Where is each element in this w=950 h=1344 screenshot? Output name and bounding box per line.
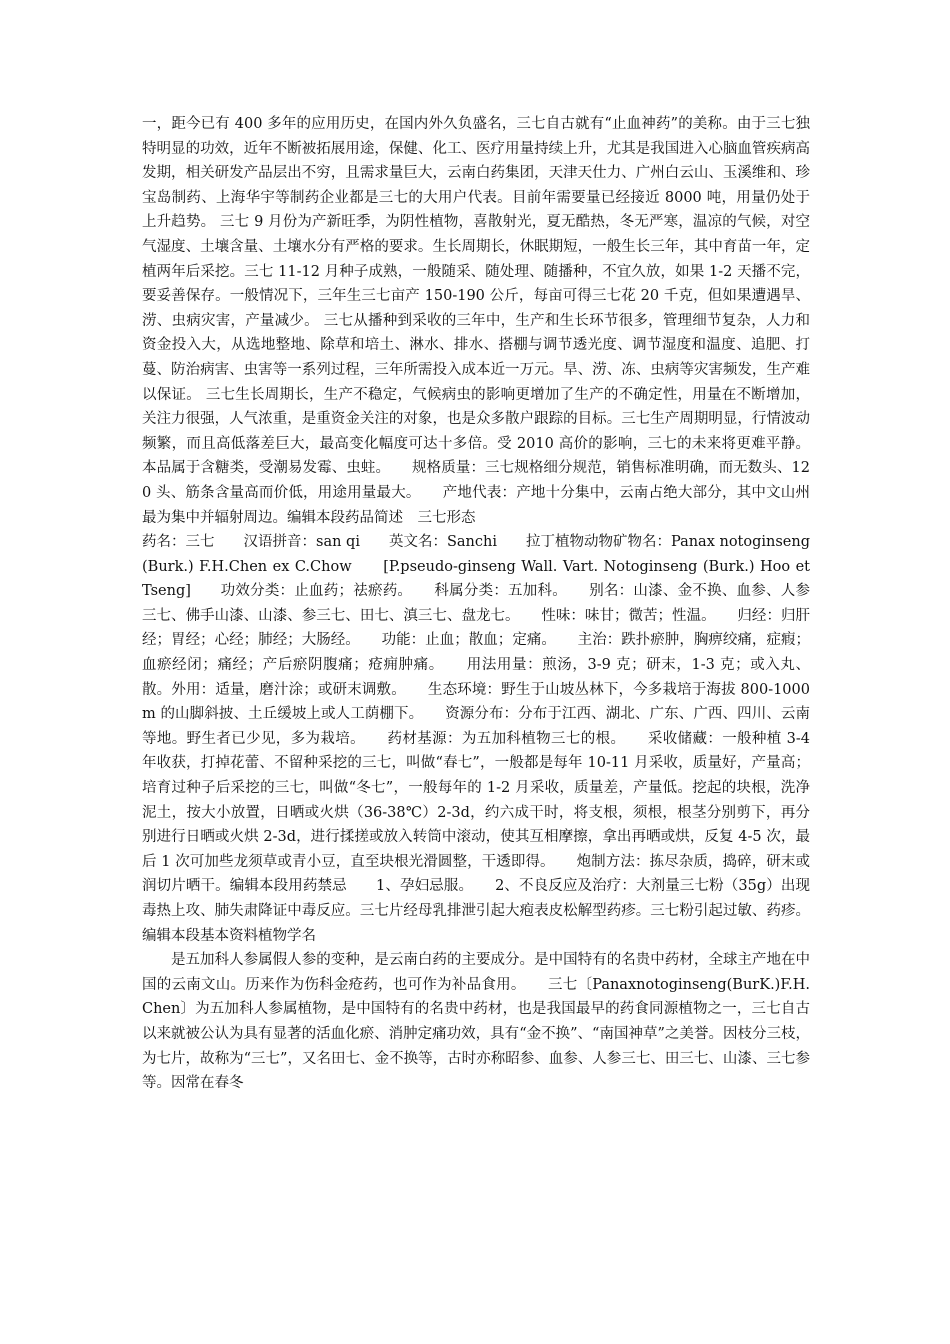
- paragraph-intro: 一，距今已有 400 多年的应用历史，在国内外久负盛名，三七自古就有“止血神药”的美称。由于三七独特明显的功效，近年不断被拓展用途，保健、化工、医疗用量持续上升，尤其是我国进入心脑血管疾病高发期，相关研发产品层出不穷，且需求量巨大，云南白药集团，天津天仕力、广州白云山、玉溪维和、珍宝岛制药、上海华宇等制药企业都是三七的大用户代表。目前年需要量已经接近 8000 吨，用量仍处于上升趋势。 三七 9 月份为产新旺季，为阴性植物，喜散射光，夏无酷热，冬无严寒，温凉的气候，对空气湿度、土壤含量、土壤水分有严格的要求。生长周期长，休眠期短，一般生长三年，其中育苗一年，定植两年后采挖。三七 11-12 月种子成熟，一般随采、随处理、随播种，不宜久放，如果 1-2 天播不完，要妥善保存。一般情况下，三年生三七亩产 150-190 公斤，每亩可得三七花 20 千克，但如果遭遇旱、涝、虫病灾害，产量减少。 三七从播种到采收的三年中，生产和生长环节很多，管理细节复杂，人力和资金投入大，从选地整地、除草和培土、淋水、排水、搭棚与调节透光度、调节湿度和温度、追肥、打蔓、防治病害、虫害等一系列过程，三年所需投入成本近一万元。旱、涝、冻、虫病等灾害频发，生产难以保证。 三七生长周期长，生产不稳定，气候病虫的影响更增加了生产的不确定性，用量在不断增加，关注力很强，人气浓重，是重资金关注的对象，也是众多散户跟踪的目标。三七生产周期明显，行情波动频繁，而且高低落差巨大，最高变化幅度可达十多倍。受 2010 高价的影响，三七的未来将更难平静。本品属于含糖类，受潮易发霉、虫蛀。 规格质量：三七规格细分规范，销售标准明确，而无数头、120 头、筋条含量高而价低，用途用量最大。 产地代表：产地十分集中，云南占绝大部分，其中文山州最为集中并辐射周边。编辑本段药品简述 三七形态: [142, 116, 810, 526]
- paragraph-botany: 是五加科人参属假人参的变种，是云南白药的主要成分。是中国特有的名贵中药材，全球主产地在中国的云南文山。历来作为伤科金疮药，也可作为补品食用。 三七〔Panaxnotoginseng(BurK.)F.H.Chen〕为五加科人参属植物，是中国特有的名贵中药材，也是我国最早的药食同源植物之一，三七自古以来就被公认为具有显著的活血化瘀、消肿定痛功效，具有“金不换”、“南国神草”之美誉。因枝分三枝，为七片，故称为“三七”，又名田七、金不换等，古时亦称昭参、血参、人参三七、田三七、山漆、三七参等。因常在春冬: [142, 952, 810, 1092]
- document-body: [142, 112, 810, 1096]
- paragraph-drug-profile: 药名：三七 汉语拼音：san qi 英文名：Sanchi 拉丁植物动物矿物名：Panax notoginseng (Burk.) F.H.Chen ex C.Chow [P.pseudo-ginseng Wall. Vart. Notoginseng (Burk.) Hoo et Tseng] 功效分类：止血药；祛瘀药。 科属分类：五加科。 别名：山漆、金不换、血参、人参三七、佛手山漆、山漆、参三七、田七、滇三七、盘龙七。 性味：味甘；微苦；性温。 归经：归肝经；胃经；心经；肺经；大肠经。 功能：止血；散血；定痛。 主治：跌扑瘀肿，胸痹绞痛，症瘕；血瘀经闭；痛经；产后瘀阴腹痛；疮痈肿痛。 用法用量：煎汤，3-9 克；研末，1-3 克；或入丸、散。外用：适量，磨汁涂；或研末调敷。 生态环境：野生于山坡丛林下，今多栽培于海拔 800-1000m 的山脚斜披、土丘缓坡上或人工荫棚下。 资源分布：分布于江西、湖北、广东、广西、四川、云南等地。野生者已少见，多为栽培。 药材基源：为五加科植物三七的根。 采收储藏：一般种植 3-4 年收获，打掉花蕾、不留种采挖的三七，叫做“春七”，一般都是每年 10-11 月采收，质量好，产量高；培育过种子后采挖的三七，叫做“冬七”，一般每年的 1-2 月采收，质量差，产量低。挖起的块根，洗净泥土，按大小放置，日晒或火烘（36-38℃）2-3d，约六成干时，将支根，须根，根茎分别剪下，再分别进行日晒或火烘 2-3d，进行揉搓或放入转筒中滚动，使其互相摩擦，拿出再晒或烘，反复 4-5 次，最后 1 次可加些龙须草或青小豆，直至块根光滑圆整，干透即得。 炮制方法：拣尽杂质，捣碎，研末或润切片晒干。编辑本段用药禁忌 1、孕妇忌服。 2、不良反应及治疗：大剂量三七粉（35g）出现毒热上攻、肺失肃降证中毒反应。三七片经母乳排泄引起大疱表皮松解型药疹。三七粉引起过敏、药疹。编辑本段基本资料植物学名: [142, 534, 811, 944]
